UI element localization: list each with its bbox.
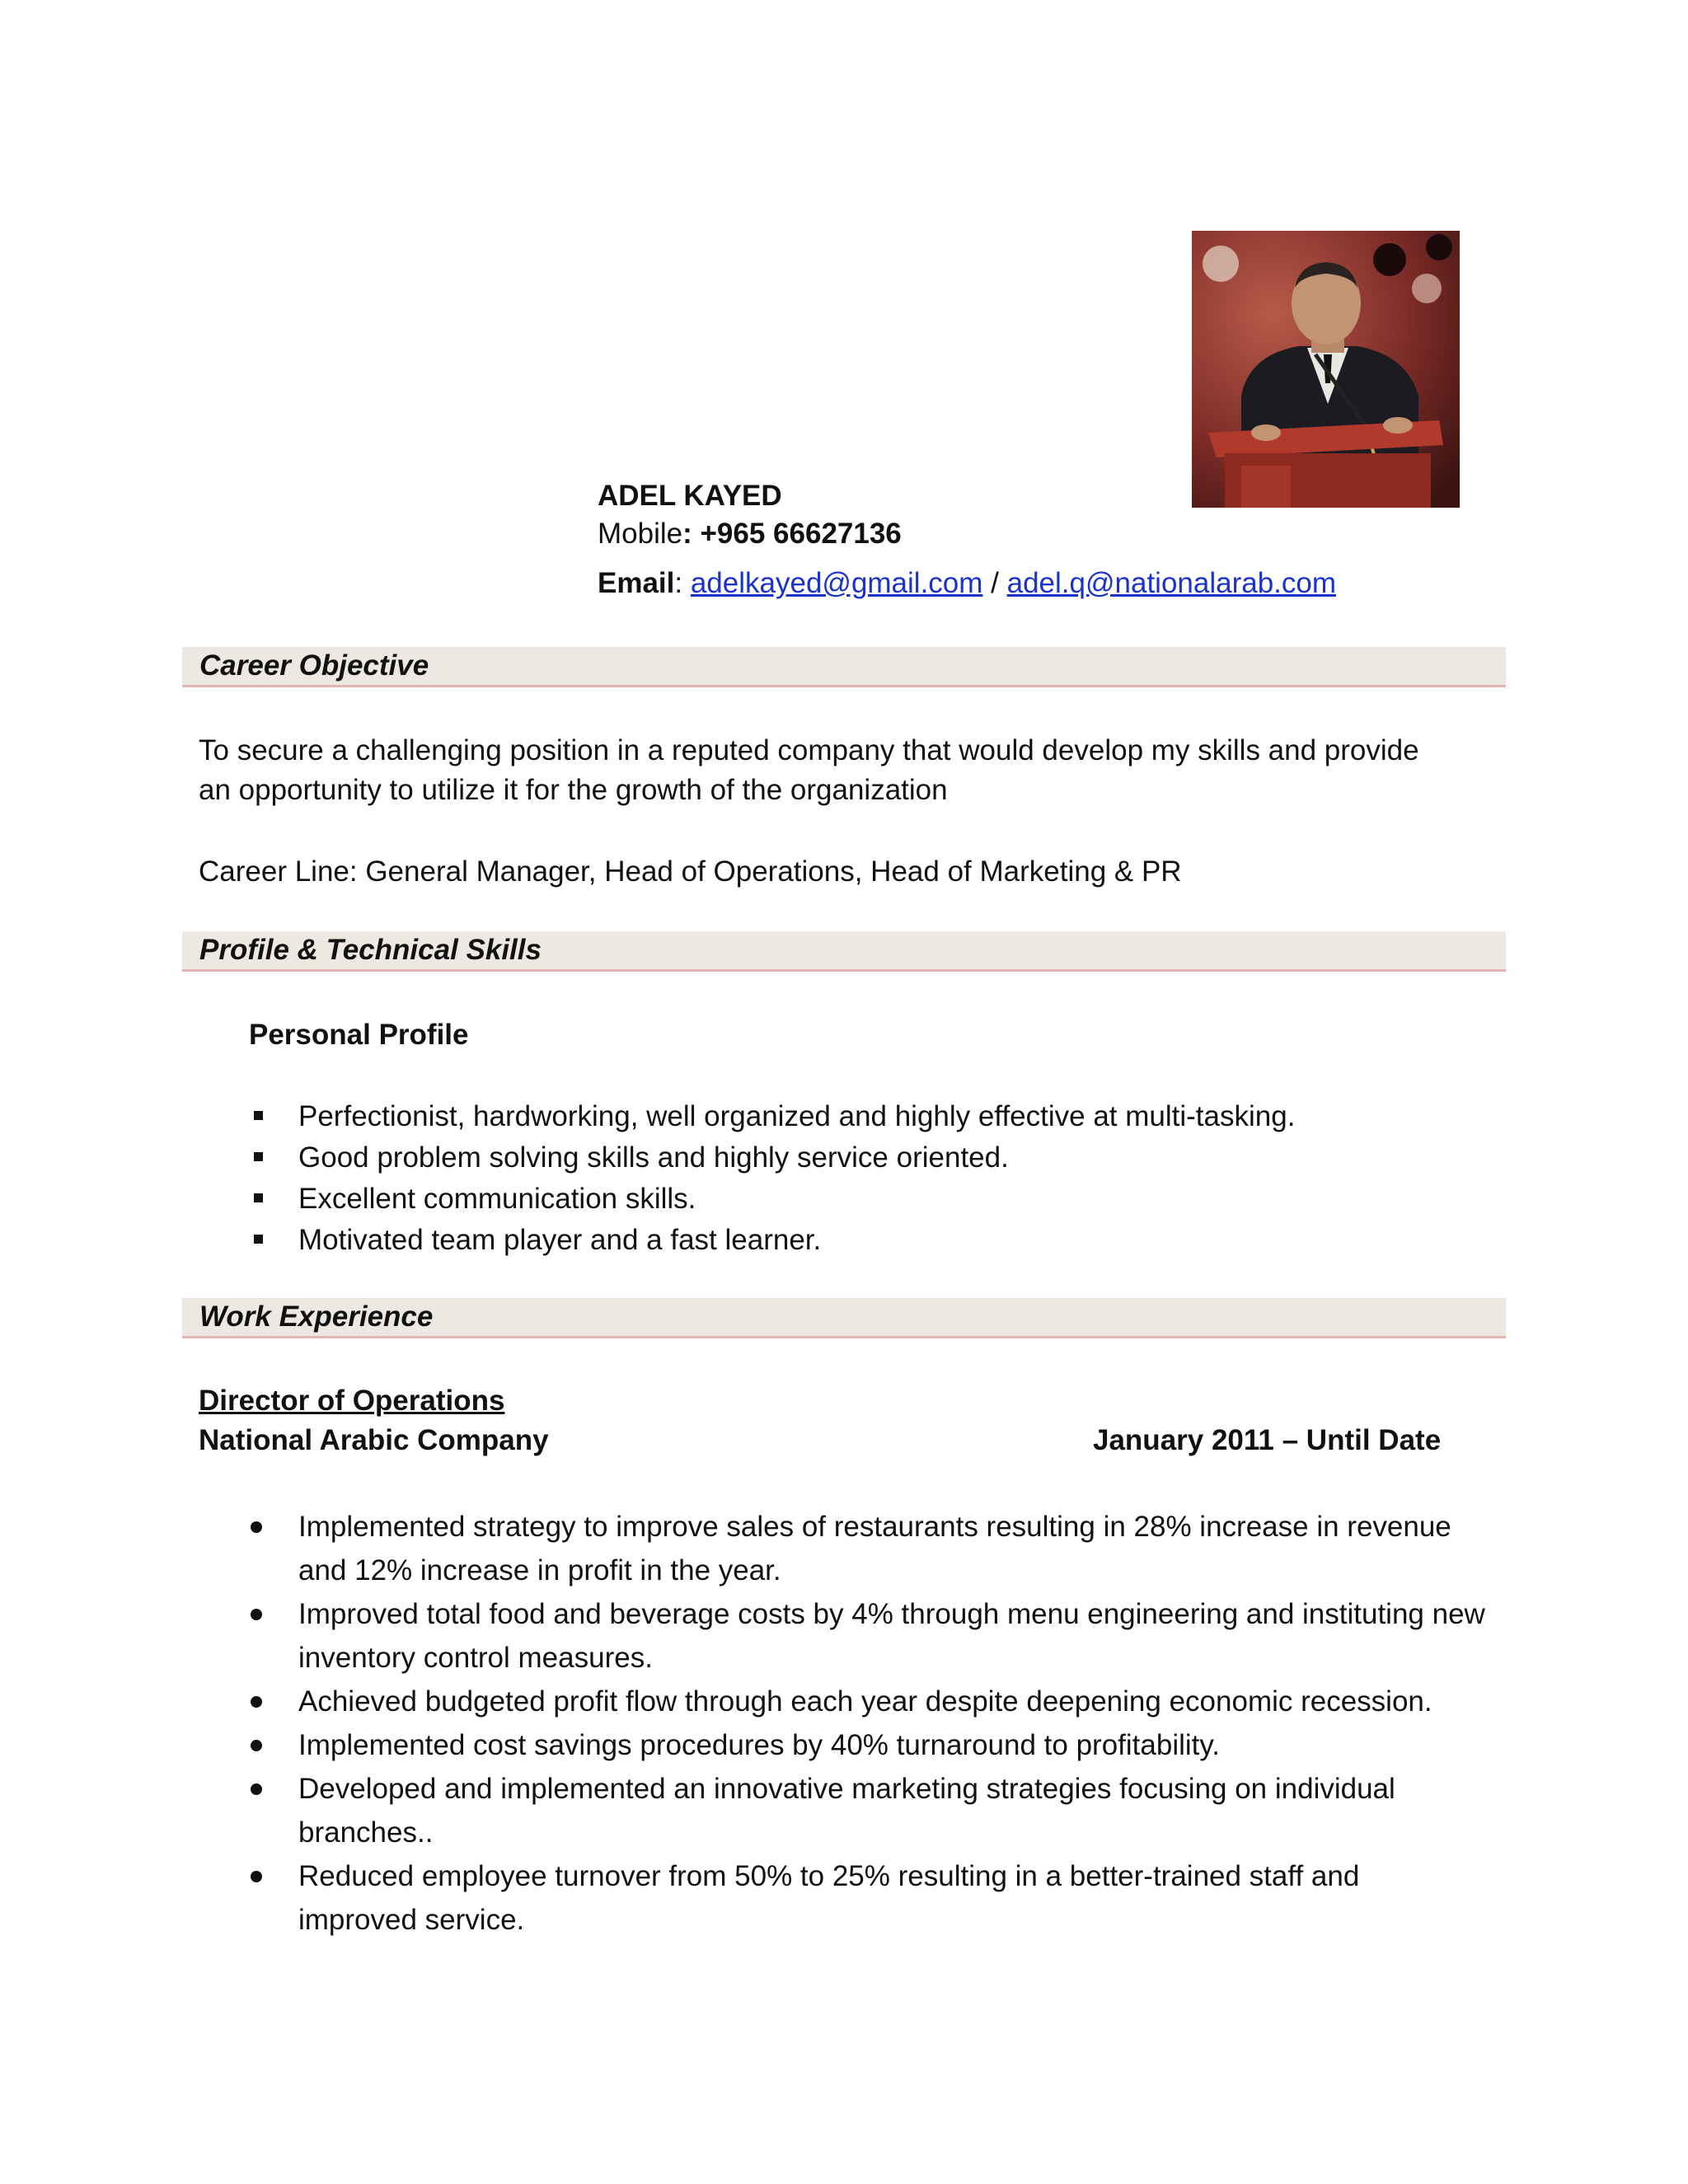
list-item-text: Excellent communication skills. — [298, 1183, 696, 1215]
mobile-line — [598, 518, 902, 551]
bullet-dot-icon — [251, 1696, 262, 1708]
list-item — [249, 1592, 1485, 1680]
email-label: Email — [598, 567, 675, 599]
list-item-text: Motivated team player and a fast learner. — [298, 1224, 822, 1256]
section-work-experience — [182, 1298, 1506, 1338]
list-item — [249, 1179, 1295, 1220]
list-item — [249, 1854, 1485, 1942]
email-divider: / — [982, 567, 1007, 599]
mobile-label: Mobile — [598, 518, 683, 550]
square-bullet-icon — [254, 1152, 263, 1161]
list-item — [249, 1137, 1295, 1179]
email-separator: : — [674, 567, 691, 599]
list-item-text: Developed and implemented an innovative marketing strategies focusing on individual branches.. — [298, 1773, 1395, 1849]
personal-profile-list — [249, 1096, 1295, 1261]
email-line — [598, 567, 1336, 600]
email-link-primary[interactable]: adelkayed@gmail.com — [690, 567, 983, 599]
list-item-text: Implemented cost savings procedures by 40% turnaround to profitability. — [298, 1729, 1221, 1761]
list-item-text: Reduced employee turnover from 50% to 25% resulting in a better-trained staff and improved service. — [298, 1860, 1360, 1936]
bullet-dot-icon — [251, 1609, 262, 1620]
bullet-dot-icon — [251, 1521, 262, 1533]
section-title: Work Experience — [199, 1301, 434, 1333]
career-line: Career Line: General Manager, Head of Operations, Head of Marketing & PR — [199, 855, 1182, 888]
list-item-text: Improved total food and beverage costs by 4% through menu engineering and instituting new inventory control measures. — [298, 1598, 1485, 1674]
list-item — [249, 1096, 1295, 1137]
achievements-list — [249, 1505, 1485, 1942]
objective-line-1: To secure a challenging position in a reputed company that would develop my skills and provide — [199, 734, 1419, 766]
profile-photo — [1192, 231, 1460, 508]
mobile-number: : +965 66627136 — [682, 518, 902, 550]
list-item — [249, 1767, 1485, 1854]
section-title: Profile & Technical Skills — [199, 934, 542, 966]
bullet-dot-icon — [251, 1740, 262, 1751]
list-item-text: Achieved budgeted profit flow through each year despite deepening economic recession. — [298, 1685, 1432, 1718]
profile-photo-image — [1192, 231, 1460, 508]
job-title: Director of Operations — [199, 1385, 505, 1417]
list-item — [249, 1723, 1485, 1767]
company-name: National Arabic Company — [199, 1424, 549, 1456]
square-bullet-icon — [254, 1235, 263, 1244]
list-item-text: Implemented strategy to improve sales of restaurants resulting in 28% increase in revenue and 12% increase in profit in the year. — [298, 1511, 1451, 1586]
candidate-name: ADEL KAYED — [598, 480, 782, 512]
list-item — [249, 1220, 1295, 1261]
list-item — [249, 1680, 1485, 1723]
list-item — [249, 1505, 1485, 1592]
employment-dates: January 2011 – Until Date — [1093, 1424, 1442, 1456]
bullet-dot-icon — [251, 1871, 262, 1882]
square-bullet-icon — [254, 1111, 263, 1120]
bullet-dot-icon — [251, 1783, 262, 1795]
objective-line-2: an opportunity to utilize it for the growth of the organization — [199, 774, 948, 806]
personal-profile-heading: Personal Profile — [249, 1019, 469, 1051]
list-item-text: Perfectionist, hardworking, well organized and highly effective at multi-tasking. — [298, 1100, 1296, 1132]
section-career-objective — [182, 647, 1506, 687]
section-profile-skills — [182, 931, 1506, 972]
list-item-text: Good problem solving skills and highly service oriented. — [298, 1141, 1009, 1174]
square-bullet-icon — [254, 1193, 263, 1202]
email-link-work[interactable]: adel.q@nationalarab.com — [1006, 567, 1337, 599]
section-title: Career Objective — [199, 649, 429, 682]
